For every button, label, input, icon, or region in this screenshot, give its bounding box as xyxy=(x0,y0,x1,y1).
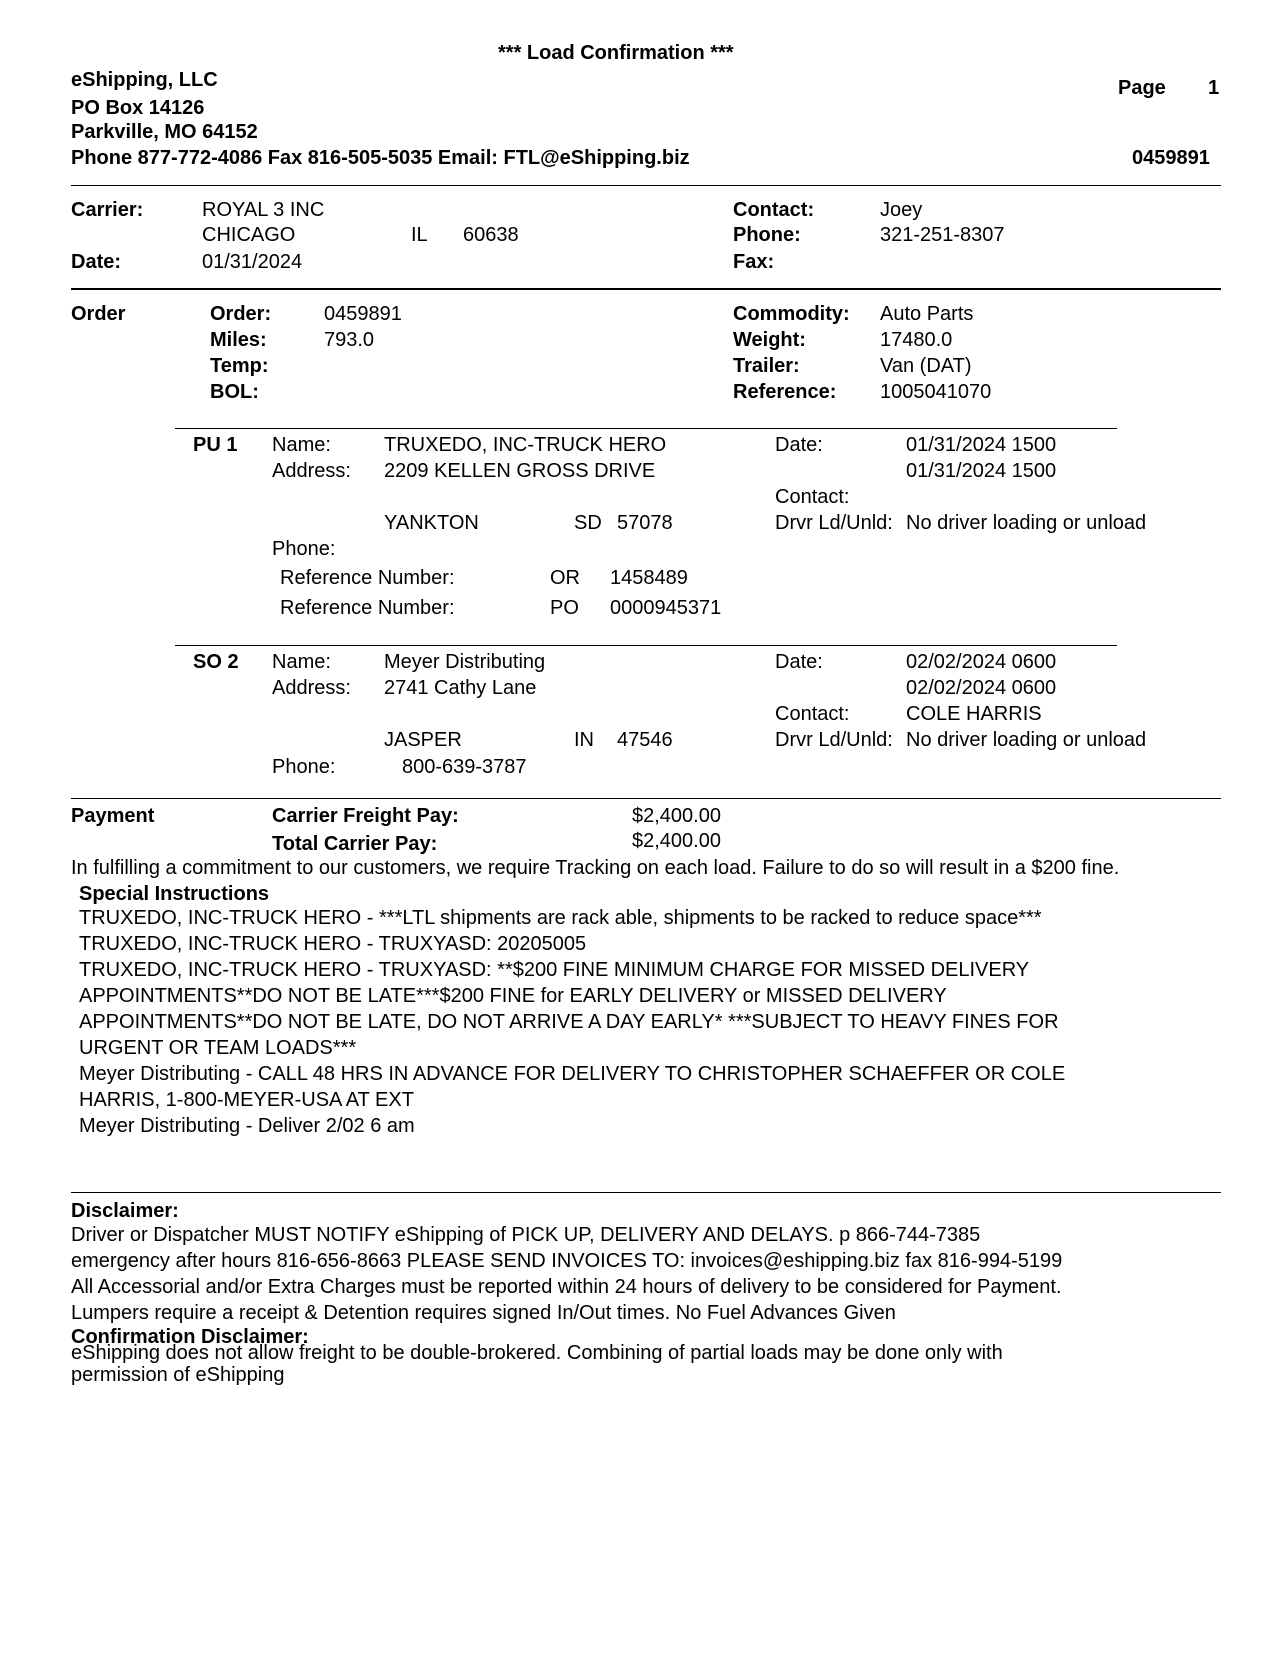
special-instruction-line: APPOINTMENTS**DO NOT BE LATE, DO NOT ARRIVE A DAY EARLY* ***SUBJECT TO HEAVY FINES FOR xyxy=(79,1011,1059,1033)
special-instruction-line: TRUXEDO, INC-TRUCK HERO - TRUXYASD: 20205005 xyxy=(79,933,587,955)
company-address-line-1: PO Box 14126 xyxy=(71,97,205,119)
page-label: Page xyxy=(1118,77,1166,99)
stop-2-driver-load-label: Drvr Ld/Unld: xyxy=(775,729,893,751)
special-instructions-heading: Special Instructions xyxy=(79,883,270,905)
page-number: 1 xyxy=(1208,77,1220,99)
stop-1-address-label: Address: xyxy=(272,460,351,482)
payment-section-label: Payment xyxy=(71,805,155,827)
tracking-note: In fulfilling a commitment to our customers, we require Tracking on each load. Failure to do so will result in a $200 fine. xyxy=(71,857,1120,879)
stop-2-contact: COLE HARRIS xyxy=(906,703,1042,725)
temp-label: Temp: xyxy=(210,355,269,377)
stop-2-date-label: Date: xyxy=(775,651,823,673)
commodity-label: Commodity: xyxy=(733,303,850,325)
stop-2-date-1: 02/02/2024 0600 xyxy=(906,651,1057,673)
stop-1-zip: 57078 xyxy=(617,512,673,534)
special-instruction-line: Meyer Distributing - Deliver 2/02 6 am xyxy=(79,1115,415,1137)
carrier-phone: 321-251-8307 xyxy=(880,224,1005,246)
carrier-date: 01/31/2024 xyxy=(202,251,303,273)
weight-label: Weight: xyxy=(733,329,806,351)
special-instruction-line: Meyer Distributing - CALL 48 HRS IN ADVANCE FOR DELIVERY TO CHRISTOPHER SCHAEFFER OR COLE xyxy=(79,1063,1066,1085)
disclaimer-text xyxy=(71,1222,1062,1326)
weight-value: 17480.0 xyxy=(880,329,953,351)
carrier-fax-label: Fax: xyxy=(733,251,775,273)
stop-1-name-label: Name: xyxy=(272,434,331,456)
total-carrier-pay-value: $2,400.00 xyxy=(632,830,721,852)
miles-label: Miles: xyxy=(210,329,267,351)
stop-2-date-2: 02/02/2024 0600 xyxy=(906,677,1057,699)
stop-1-code: PU 1 xyxy=(193,434,238,456)
stop-1-address: 2209 KELLEN GROSS DRIVE xyxy=(384,460,656,482)
stop-1-state: SD xyxy=(574,512,602,534)
stop-1-reference-value: 1458489 xyxy=(610,567,688,589)
stop-1-city: YANKTON xyxy=(384,512,479,534)
trailer-label: Trailer: xyxy=(733,355,800,377)
header-divider xyxy=(71,185,1221,186)
carrier-city: CHICAGO xyxy=(202,224,296,246)
reference-label: Reference: xyxy=(733,381,837,403)
special-instructions-text xyxy=(79,905,1065,1139)
carrier-freight-pay-value: $2,400.00 xyxy=(632,805,721,827)
carrier-contact: Joey xyxy=(880,199,923,221)
carrier-label: Carrier: xyxy=(71,199,144,221)
payment-divider xyxy=(71,798,1221,799)
order-value: 0459891 xyxy=(324,303,402,325)
company-name: eShipping, LLC xyxy=(71,69,218,91)
commodity-value: Auto Parts xyxy=(880,303,974,325)
total-carrier-pay-label: Total Carrier Pay: xyxy=(272,833,438,855)
stop-1-name: TRUXEDO, INC-TRUCK HERO xyxy=(384,434,667,456)
miles-value: 793.0 xyxy=(324,329,375,351)
stop-2-city: JASPER xyxy=(384,729,462,751)
carrier-divider xyxy=(71,288,1221,290)
stop-1-driver-load-label: Drvr Ld/Unld: xyxy=(775,512,893,534)
stop-2-phone: 800-639-3787 xyxy=(402,756,527,778)
stop-2-name: Meyer Distributing xyxy=(384,651,546,673)
carrier-name: ROYAL 3 INC xyxy=(202,199,325,221)
company-contact-line: Phone 877-772-4086 Fax 816-505-5035 Email: FTL@eShipping.biz xyxy=(71,147,690,169)
company-address-line-2: Parkville, MO 64152 xyxy=(71,121,258,143)
stop-1-date-label: Date: xyxy=(775,434,823,456)
carrier-contact-label: Contact: xyxy=(733,199,815,221)
special-instruction-line: URGENT OR TEAM LOADS*** xyxy=(79,1037,357,1059)
stop-2-phone-label: Phone: xyxy=(272,756,336,778)
stop-1-reference-type: OR xyxy=(550,567,580,589)
disclaimer-line: emergency after hours 816-656-8663 PLEASE SEND INVOICES TO: invoices@eshipping.biz fax 816-994-5199 xyxy=(71,1250,1063,1272)
stop-1-reference-type: PO xyxy=(550,597,579,619)
stop-2-driver-load-value: No driver loading or unload xyxy=(906,729,1147,751)
confirmation-disclaimer-line: eShipping does not allow freight to be double-brokered. Combining of partial loads may be done only with xyxy=(71,1342,1003,1364)
disclaimer-heading: Disclaimer: xyxy=(71,1200,179,1222)
special-instruction-line: TRUXEDO, INC-TRUCK HERO - ***LTL shipments are rack able, shipments to be racked to reduce space*** xyxy=(79,907,1042,929)
stop-1-date-2: 01/31/2024 1500 xyxy=(906,460,1057,482)
stop-1-date-1: 01/31/2024 1500 xyxy=(906,434,1057,456)
confirmation-disclaimer-line: permission of eShipping xyxy=(71,1364,285,1386)
trailer-value: Van (DAT) xyxy=(880,355,972,377)
stop-1-divider xyxy=(175,428,1117,429)
stop-2-address-label: Address: xyxy=(272,677,351,699)
disclaimer-line: All Accessorial and/or Extra Charges must be reported within 24 hours of delivery to be considered for Payment. xyxy=(71,1276,1062,1298)
stop-1-phone-label: Phone: xyxy=(272,538,336,560)
stop-1-driver-load-value: No driver loading or unload xyxy=(906,512,1147,534)
special-instruction-line: TRUXEDO, INC-TRUCK HERO - TRUXYASD: **$200 FINE MINIMUM CHARGE FOR MISSED DELIVERY xyxy=(79,959,1030,981)
order-section-label: Order xyxy=(71,303,126,325)
stop-2-contact-label: Contact: xyxy=(775,703,850,725)
stop-1-reference-value: 0000945371 xyxy=(610,597,722,619)
reference-value: 1005041070 xyxy=(880,381,992,403)
stop-2-name-label: Name: xyxy=(272,651,331,673)
carrier-state: IL xyxy=(411,224,428,246)
disclaimer-line: Lumpers require a receipt & Detention requires signed In/Out times. No Fuel Advances Given xyxy=(71,1302,896,1324)
stop-2-state: IN xyxy=(574,729,594,751)
stop-1-reference-label: Reference Number: xyxy=(280,597,455,619)
carrier-zip: 60638 xyxy=(463,224,519,246)
carrier-phone-label: Phone: xyxy=(733,224,801,246)
carrier-freight-pay-label: Carrier Freight Pay: xyxy=(272,805,459,827)
bol-label: BOL: xyxy=(210,381,259,403)
stop-2-divider xyxy=(175,645,1117,646)
stop-2-zip: 47546 xyxy=(617,729,673,751)
carrier-date-label: Date: xyxy=(71,251,122,273)
stop-1-reference-label: Reference Number: xyxy=(280,567,455,589)
confirmation-disclaimer-text xyxy=(71,1342,1003,1386)
special-instruction-line: HARRIS, 1-800-MEYER-USA AT EXT xyxy=(79,1089,414,1111)
order-label: Order: xyxy=(210,303,272,325)
stop-2-code: SO 2 xyxy=(193,651,239,673)
stop-1-contact-label: Contact: xyxy=(775,486,850,508)
special-instruction-line: APPOINTMENTS**DO NOT BE LATE***$200 FINE for EARLY DELIVERY or MISSED DELIVERY xyxy=(79,985,947,1007)
stop-2-address: 2741 Cathy Lane xyxy=(384,677,537,699)
disclaimer-divider xyxy=(71,1192,1221,1193)
load-number: 0459891 xyxy=(1132,147,1210,169)
disclaimer-line: Driver or Dispatcher MUST NOTIFY eShipping of PICK UP, DELIVERY AND DELAYS. p 866-744-7385 xyxy=(71,1224,981,1246)
document-title: *** Load Confirmation *** xyxy=(498,42,734,64)
confirmation-disclaimer-heading: Confirmation Disclaimer: xyxy=(71,1326,309,1348)
